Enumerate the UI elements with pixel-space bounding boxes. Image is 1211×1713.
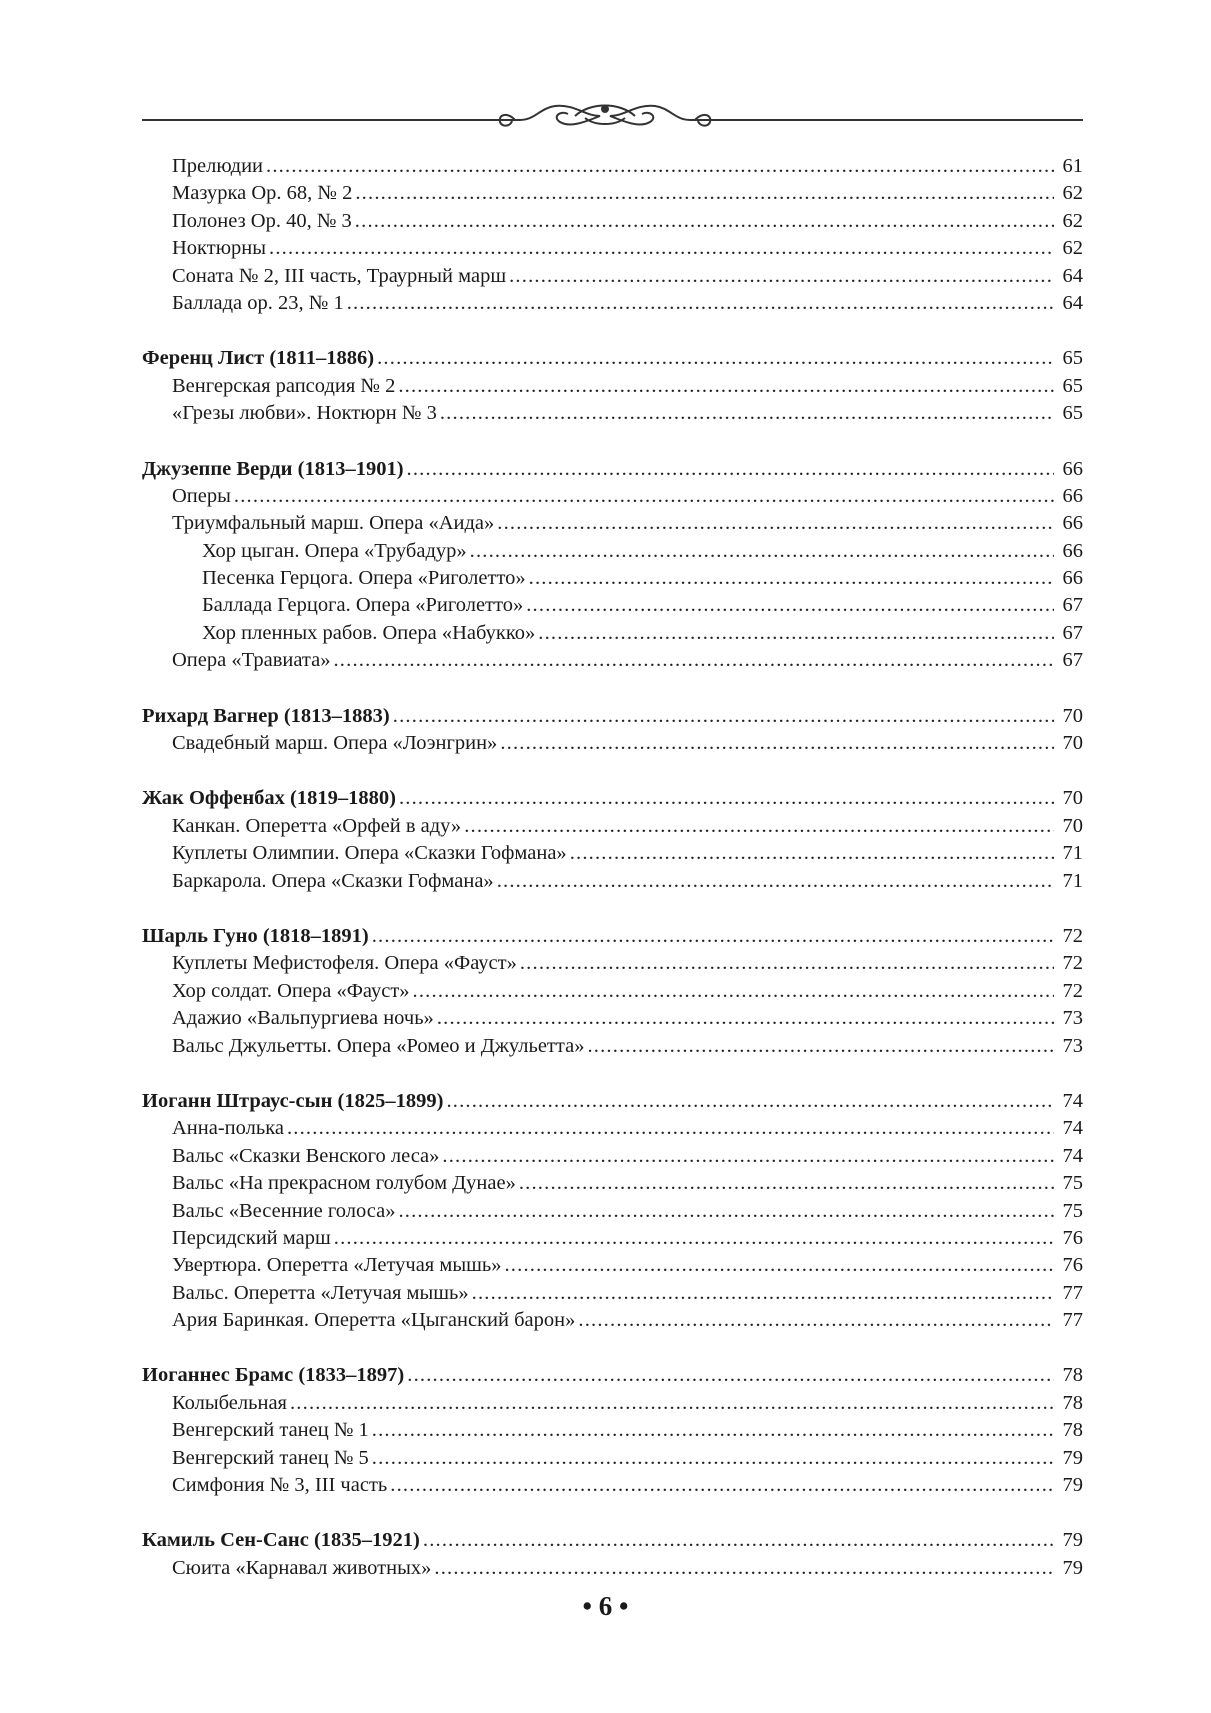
toc-leader-dots	[266, 153, 1054, 180]
toc-leader-dots	[372, 923, 1054, 950]
toc-leader-dots	[538, 620, 1054, 647]
toc-work-entry[interactable]	[142, 1225, 1083, 1252]
toc-work-entry[interactable]	[142, 1005, 1083, 1032]
toc-leader-dots	[470, 538, 1054, 565]
toc-entry-title: Баллада Герцога. Опера «Риголетто»	[202, 594, 524, 617]
toc-entry-page: 76	[1062, 1226, 1083, 1249]
toc-leader-dots	[287, 1115, 1054, 1142]
toc-leader-dots	[520, 950, 1054, 977]
toc-entry-page: 76	[1062, 1254, 1083, 1277]
toc-entry-page: 74	[1062, 1144, 1083, 1167]
toc-entry-page: 79	[1062, 1556, 1083, 1579]
section-gap	[142, 428, 1083, 456]
toc-work-entry[interactable]	[142, 1417, 1083, 1444]
toc-leader-dots	[372, 1445, 1054, 1472]
toc-entry-title: Хор цыган. Опера «Трубадур»	[202, 539, 467, 562]
toc-leader-dots	[442, 1143, 1054, 1170]
toc-entry-title: Баркарола. Опера «Сказки Гофмана»	[172, 869, 494, 892]
toc-leader-dots	[398, 373, 1054, 400]
toc-leader-dots	[393, 703, 1054, 730]
toc-entry-title: Песенка Герцога. Опера «Риголетто»	[202, 567, 526, 590]
toc-work-entry[interactable]	[142, 538, 1083, 565]
toc-entry-title: Опера «Травиата»	[172, 649, 331, 672]
toc-leader-dots	[355, 208, 1054, 235]
toc-entry-page: 78	[1062, 1364, 1083, 1387]
toc-entry-title: Джузеппе Верди (1813–1901)	[142, 457, 404, 480]
toc-entry-title: Иоганн Штраус-сын (1825–1899)	[142, 1089, 444, 1112]
toc-entry-page: 71	[1062, 869, 1083, 892]
toc-entry-page: 72	[1062, 924, 1083, 947]
toc-work-entry[interactable]	[142, 1143, 1083, 1170]
toc-entry-title: Вальс «Весенние голоса»	[172, 1199, 396, 1222]
toc-work-entry[interactable]	[142, 813, 1083, 840]
toc-entry-title: Ария Баринкая. Оперетта «Цыганский барон»	[172, 1309, 576, 1332]
toc-leader-dots	[500, 730, 1054, 757]
toc-leader-dots	[497, 868, 1054, 895]
toc-entry-page: 78	[1062, 1419, 1083, 1442]
toc-entry-title: Венгерский танец № 1	[172, 1419, 369, 1442]
toc-work-entry[interactable]	[142, 290, 1083, 317]
toc-entry-page: 66	[1062, 457, 1083, 480]
toc-composer-entry[interactable]	[142, 456, 1083, 483]
toc-entry-title: «Грезы любви». Ноктюрн № 3	[172, 402, 437, 425]
toc-work-entry[interactable]	[142, 1170, 1083, 1197]
toc-work-entry[interactable]	[142, 373, 1083, 400]
section-gap	[142, 317, 1083, 345]
toc-leader-dots	[413, 978, 1054, 1005]
toc-entry-title: Вальс. Оперетта «Летучая мышь»	[172, 1281, 469, 1304]
section-gap	[142, 757, 1083, 785]
toc-work-entry[interactable]	[142, 510, 1083, 537]
toc-entry-page: 70	[1062, 704, 1083, 727]
header-ornament	[0, 92, 1211, 140]
toc-entry-page: 70	[1062, 814, 1083, 837]
toc-entry-title: Полонез Ор. 40, № 3	[172, 209, 352, 232]
toc-work-entry[interactable]	[142, 180, 1083, 207]
toc-leader-dots	[390, 1472, 1054, 1499]
toc-entry-title: Венгерская рапсодия № 2	[172, 374, 396, 397]
toc-work-entry[interactable]	[142, 400, 1083, 427]
toc-entry-title: Рихард Вагнер (1813–1883)	[142, 704, 390, 727]
toc-leader-dots	[423, 1527, 1054, 1554]
toc-leader-dots	[372, 1417, 1054, 1444]
toc-leader-dots	[509, 263, 1054, 290]
toc-entry-page: 75	[1062, 1172, 1083, 1195]
toc-leader-dots	[497, 510, 1054, 537]
toc-work-entry[interactable]	[142, 1307, 1083, 1334]
toc-work-entry[interactable]	[142, 235, 1083, 262]
toc-work-entry[interactable]	[142, 950, 1083, 977]
toc-leader-dots	[519, 1170, 1054, 1197]
section-gap	[142, 1060, 1083, 1088]
toc-leader-dots	[334, 1225, 1054, 1252]
toc-work-entry[interactable]	[142, 1115, 1083, 1142]
toc-entry-title: Триумфальный марш. Опера «Аида»	[172, 512, 495, 535]
toc-leader-dots	[472, 1280, 1054, 1307]
toc-entry-page: 77	[1062, 1281, 1083, 1304]
toc-composer-entry[interactable]	[142, 1088, 1083, 1115]
page-number-value: 6	[598, 1591, 613, 1621]
toc-entry-page: 64	[1062, 264, 1083, 287]
toc-leader-dots	[333, 647, 1054, 674]
toc-work-entry[interactable]	[142, 263, 1083, 290]
toc-leader-dots	[269, 235, 1054, 262]
toc-composer-entry[interactable]	[142, 923, 1083, 950]
toc-entry-title: Прелюдии	[172, 155, 264, 177]
toc-entry-title: Шарль Гуно (1818–1891)	[142, 924, 369, 947]
toc-leader-dots	[347, 290, 1054, 317]
toc-leader-dots	[440, 400, 1054, 427]
toc-leader-dots	[355, 180, 1054, 207]
toc-work-entry[interactable]	[142, 1033, 1083, 1060]
toc-work-entry[interactable]	[142, 208, 1083, 235]
toc-entry-page: 66	[1062, 484, 1083, 507]
toc-entry-page: 62	[1062, 182, 1083, 205]
toc-leader-dots	[234, 483, 1054, 510]
toc-entry-page: 66	[1062, 539, 1083, 562]
toc-entry-title: Колыбельная	[172, 1391, 287, 1414]
toc-leader-dots	[587, 1033, 1054, 1060]
toc-entry-title: Оперы	[172, 484, 231, 507]
toc-leader-dots	[407, 1362, 1054, 1389]
toc-entry-title: Адажио «Вальпургиева ночь»	[172, 1007, 434, 1030]
toc-entry-page: 62	[1062, 209, 1083, 232]
toc-entry-page: 71	[1062, 842, 1083, 865]
section-gap	[142, 1334, 1083, 1362]
toc-leader-dots	[529, 565, 1054, 592]
toc-entry-page: 66	[1062, 512, 1083, 535]
toc-leader-dots	[398, 1198, 1054, 1225]
toc-work-entry[interactable]	[142, 840, 1083, 867]
toc-work-entry[interactable]	[142, 868, 1083, 895]
toc-work-entry[interactable]	[142, 1252, 1083, 1279]
section-gap	[142, 895, 1083, 923]
toc-composer-entry[interactable]	[142, 1362, 1083, 1389]
toc-entry-title: Жак Оффенбах (1819–1880)	[142, 787, 396, 810]
toc-work-entry[interactable]	[142, 592, 1083, 619]
toc-entry-title: Сюита «Карнавал животных»	[172, 1556, 432, 1579]
toc-entry-title: Хор пленных рабов. Опера «Набукко»	[202, 621, 536, 644]
toc-leader-dots	[578, 1307, 1054, 1334]
toc-work-entry[interactable]	[142, 1472, 1083, 1499]
toc-entry-page: 73	[1062, 1007, 1083, 1030]
toc-entry-page: 61	[1062, 155, 1083, 177]
toc-entry-page: 70	[1062, 787, 1083, 810]
toc-leader-dots	[434, 1555, 1054, 1582]
toc-entry-page: 72	[1062, 952, 1083, 975]
toc-leader-dots	[526, 592, 1054, 619]
toc-entry-title: Увертюра. Оперетта «Летучая мышь»	[172, 1254, 502, 1277]
toc-entry-page: 67	[1062, 621, 1083, 644]
toc-entry-title: Анна-полька	[172, 1117, 284, 1140]
section-gap	[142, 1499, 1083, 1527]
toc-entry-page: 79	[1062, 1474, 1083, 1497]
toc-entry-page: 64	[1062, 291, 1083, 314]
toc-entry-page: 67	[1062, 649, 1083, 672]
toc-entry-title: Ноктюрны	[172, 237, 267, 260]
toc-work-entry[interactable]	[142, 978, 1083, 1005]
toc-leader-dots	[446, 1088, 1054, 1115]
toc-entry-page: 74	[1062, 1117, 1083, 1140]
toc-entry-page: 74	[1062, 1089, 1083, 1112]
toc-work-entry[interactable]	[142, 1198, 1083, 1225]
toc-entry-title: Иоганнес Брамс (1833–1897)	[142, 1364, 405, 1387]
toc-entry-title: Симфония № 3, III часть	[172, 1474, 388, 1497]
toc-composer-entry[interactable]	[142, 785, 1083, 812]
toc-leader-dots	[377, 345, 1054, 372]
toc-leader-dots	[464, 813, 1054, 840]
toc-work-entry[interactable]	[142, 1280, 1083, 1307]
toc-work-entry[interactable]	[142, 730, 1083, 757]
toc-entry-page: 79	[1062, 1529, 1083, 1552]
toc-work-entry[interactable]	[142, 647, 1083, 674]
toc-entry-page: 78	[1062, 1391, 1083, 1414]
toc-entry-title: Куплеты Олимпии. Опера «Сказки Гофмана»	[172, 842, 567, 865]
toc-entry-title: Камиль Сен-Санс (1835–1921)	[142, 1529, 420, 1552]
toc-work-entry[interactable]	[142, 1555, 1083, 1582]
toc-entry-page: 62	[1062, 237, 1083, 260]
toc-composer-entry[interactable]	[142, 345, 1083, 372]
toc-entry-title: Мазурка Ор. 68, № 2	[172, 182, 353, 205]
toc-leader-dots	[399, 785, 1054, 812]
toc-leader-dots	[570, 840, 1054, 867]
toc-entry-title: Венгерский танец № 5	[172, 1446, 369, 1469]
toc-entry-page: 75	[1062, 1199, 1083, 1222]
toc-entry-title: Куплеты Мефистофеля. Опера «Фауст»	[172, 952, 517, 975]
toc-entry-page: 65	[1062, 374, 1083, 397]
toc-entry-page: 79	[1062, 1446, 1083, 1469]
toc-entry-page: 73	[1062, 1034, 1083, 1057]
toc-entry-page: 66	[1062, 567, 1083, 590]
toc-leader-dots	[290, 1390, 1054, 1417]
toc-entry-page: 67	[1062, 594, 1083, 617]
toc-entry-title: Свадебный марш. Опера «Лоэнгрин»	[172, 732, 498, 755]
toc-entry-title: Канкан. Оперетта «Орфей в аду»	[172, 814, 462, 837]
toc-entry-title: Баллада ор. 23, № 1	[172, 291, 344, 314]
toc-entry-title: Персидский марш	[172, 1226, 331, 1249]
toc-composer-entry[interactable]	[142, 703, 1083, 730]
table-of-contents	[142, 153, 1083, 1582]
toc-work-entry[interactable]	[142, 1445, 1083, 1472]
toc-leader-dots	[407, 456, 1054, 483]
toc-entry-page: 65	[1062, 402, 1083, 425]
toc-leader-dots	[437, 1005, 1054, 1032]
toc-work-entry[interactable]	[142, 565, 1083, 592]
toc-entry-title: Хор солдат. Опера «Фауст»	[172, 979, 410, 1002]
toc-leader-dots	[504, 1252, 1054, 1279]
toc-work-entry[interactable]	[142, 1390, 1083, 1417]
toc-entry-page: 70	[1062, 732, 1083, 755]
toc-entry-page: 72	[1062, 979, 1083, 1002]
toc-entry-page: 65	[1062, 347, 1083, 370]
toc-work-entry[interactable]	[142, 483, 1083, 510]
toc-entry-title: Вальс «На прекрасном голубом Дунае»	[172, 1172, 516, 1195]
toc-entry-page: 77	[1062, 1309, 1083, 1332]
toc-entry-title: Соната № 2, III часть, Траурный марш	[172, 264, 507, 287]
section-gap	[142, 675, 1083, 703]
toc-entry-title: Вальс «Сказки Венского леса»	[172, 1144, 440, 1167]
toc-work-entry[interactable]	[142, 620, 1083, 647]
page-number: • 6 •	[582, 1591, 629, 1621]
toc-entry-title: Вальс Джульетты. Опера «Ромео и Джульетта»	[172, 1034, 585, 1057]
toc-entry-title: Ференц Лист (1811–1886)	[142, 347, 375, 370]
toc-work-entry[interactable]	[142, 153, 1083, 180]
toc-composer-entry[interactable]	[142, 1527, 1083, 1554]
